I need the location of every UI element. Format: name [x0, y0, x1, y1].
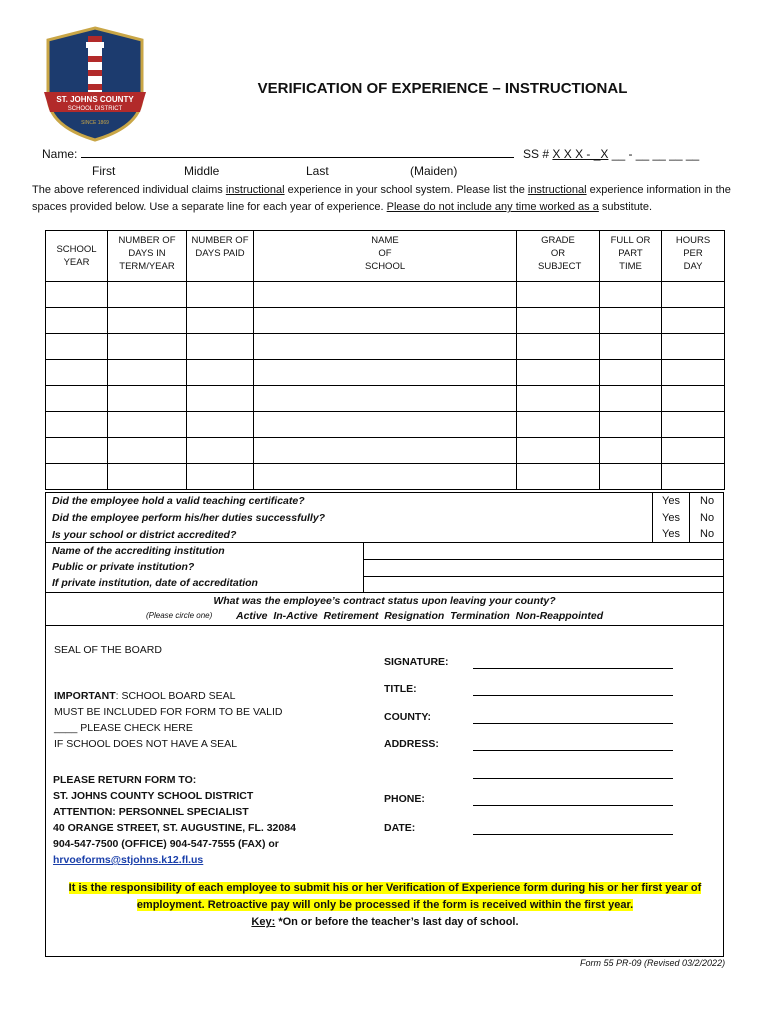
question-accrediting-name: Name of the accrediting institution [52, 545, 225, 557]
notice-line-1: It is the responsibility of each employee to submit his or her Verification of Experience form during his or her first year of [68, 882, 702, 894]
col-grade-subject: GRADE OR SUBJECT [517, 231, 600, 282]
no-option-1[interactable]: No [700, 495, 715, 507]
table-row[interactable] [46, 438, 725, 464]
contract-status-box [45, 592, 724, 626]
question-accreditation-date: If private institution, date of accreditation [52, 577, 258, 589]
return-line-3: ATTENTION: PERSONNEL SPECIALIST [53, 806, 249, 818]
address-label: ADDRESS: [384, 738, 439, 750]
table-row[interactable] [46, 334, 725, 360]
circle-note: (Please circle one) [146, 611, 213, 620]
return-address [53, 772, 296, 868]
phone-field[interactable] [473, 804, 673, 806]
key-line: Key: *On or before the teacher’s last day of school. [251, 916, 519, 928]
intro-underline-3: Please do not include any time worked as a [386, 201, 599, 213]
maiden-label: (Maiden) [410, 164, 458, 178]
name-label: Name: [42, 147, 78, 161]
intro-text-4: substitute. [598, 201, 653, 213]
ss-label: SS # [523, 147, 550, 161]
logo-text-1: ST. JOHNS COUNTY [56, 95, 134, 104]
email-link[interactable]: hrvoeforms@stjohns.k12.fl.us [53, 854, 204, 866]
county-field[interactable] [473, 722, 673, 724]
table-header-row [46, 231, 725, 282]
responsibility-notice [60, 880, 710, 931]
logo-since: SINCE 1869 [81, 120, 109, 126]
no-option-3[interactable]: No [700, 528, 715, 540]
table-row[interactable] [46, 282, 725, 308]
question-accredited: Is your school or district accredited? [52, 529, 237, 541]
ss-field[interactable]: __ - __ __ __ __ [611, 147, 700, 161]
return-line-5: 904-547-7500 (OFFICE) 904-547-7555 (FAX) or [53, 838, 279, 850]
return-line-4: 40 ORANGE STREET, ST. AUGUSTINE, FL. 32084 [53, 822, 296, 834]
yes-option-3[interactable]: Yes [662, 528, 680, 540]
question-certificate: Did the employee hold a valid teaching certificate? [52, 495, 305, 507]
contract-options[interactable]: Active In-Active Retirement Resignation Termination Non-Reappointed [236, 610, 604, 622]
name-row [42, 146, 699, 161]
date-label: DATE: [384, 822, 416, 834]
col-days-paid: NUMBER OF DAYS PAID [187, 231, 254, 282]
notice-line-2: employment. Retroactive pay will only be processed if the form is received within the first year. [136, 899, 634, 911]
last-label: Last [306, 164, 329, 178]
title-label: TITLE: [384, 683, 417, 695]
yes-option-1[interactable]: Yes [662, 495, 680, 507]
signature-label: SIGNATURE: [384, 656, 449, 668]
name-field[interactable] [81, 146, 514, 158]
questions-box [45, 492, 724, 593]
middle-label: Middle [184, 164, 220, 178]
col-hours-day: HOURS PER DAY [662, 231, 725, 282]
table-row[interactable] [46, 386, 725, 412]
signature-field[interactable] [473, 667, 673, 669]
col-full-part: FULL OR PART TIME [600, 231, 662, 282]
important-note: IMPORTANT: SCHOOL BOARD SEAL [54, 690, 236, 702]
return-line-2: ST. JOHNS COUNTY SCHOOL DISTRICT [53, 790, 254, 802]
page-title: VERIFICATION OF EXPERIENCE – INSTRUCTIONAL [257, 80, 628, 97]
experience-table [45, 230, 725, 490]
address-field-2[interactable] [473, 777, 673, 779]
table-row[interactable] [46, 464, 725, 490]
table-row[interactable] [46, 360, 725, 386]
col-school-year: SCHOOL YEAR [46, 231, 108, 282]
phone-label: PHONE: [384, 793, 425, 805]
first-label: First [92, 164, 116, 178]
county-label: COUNTY: [384, 711, 432, 723]
check-here[interactable]: ____ PLEASE CHECK HERE [54, 722, 193, 734]
seal-label: SEAL OF THE BOARD [54, 644, 162, 656]
col-school-name: NAME OF SCHOOL [254, 231, 517, 282]
ss-value: X X X - _X [552, 147, 609, 161]
title-field[interactable] [473, 694, 673, 696]
yes-option-2[interactable]: Yes [662, 512, 680, 524]
table-row[interactable] [46, 412, 725, 438]
intro-underline-1: instructional [225, 184, 285, 196]
question-duties: Did the employee perform his/her duties successfully? [52, 512, 326, 524]
address-field[interactable] [473, 749, 673, 751]
logo-text-2: SCHOOL DISTRICT [67, 106, 123, 112]
instructions [32, 182, 732, 216]
no-option-2[interactable]: No [700, 512, 715, 524]
must-note: MUST BE INCLUDED FOR FORM TO BE VALID [54, 706, 283, 718]
intro-text: The above referenced individual claims [32, 184, 226, 196]
intro-text-2: experience in your school system. Please list the [284, 184, 528, 196]
table-row[interactable] [46, 308, 725, 334]
date-field[interactable] [473, 833, 673, 835]
contract-question: What was the employee’s contract status upon leaving your county? [213, 595, 556, 607]
intro-underline-2: instructional [527, 184, 587, 196]
question-public-private: Public or private institution? [52, 561, 195, 573]
form-number: Form 55 PR-09 (Revised 03/2/2022) [580, 958, 726, 968]
intro-text-3: experience information in the spaces provided below. Use a separate line for each year of experience. [32, 184, 731, 213]
col-days-term: NUMBER OF DAYS IN TERM/YEAR [108, 231, 187, 282]
return-line-1: PLEASE RETURN FORM TO: [53, 774, 197, 786]
no-seal-note: IF SCHOOL DOES NOT HAVE A SEAL [54, 738, 238, 750]
